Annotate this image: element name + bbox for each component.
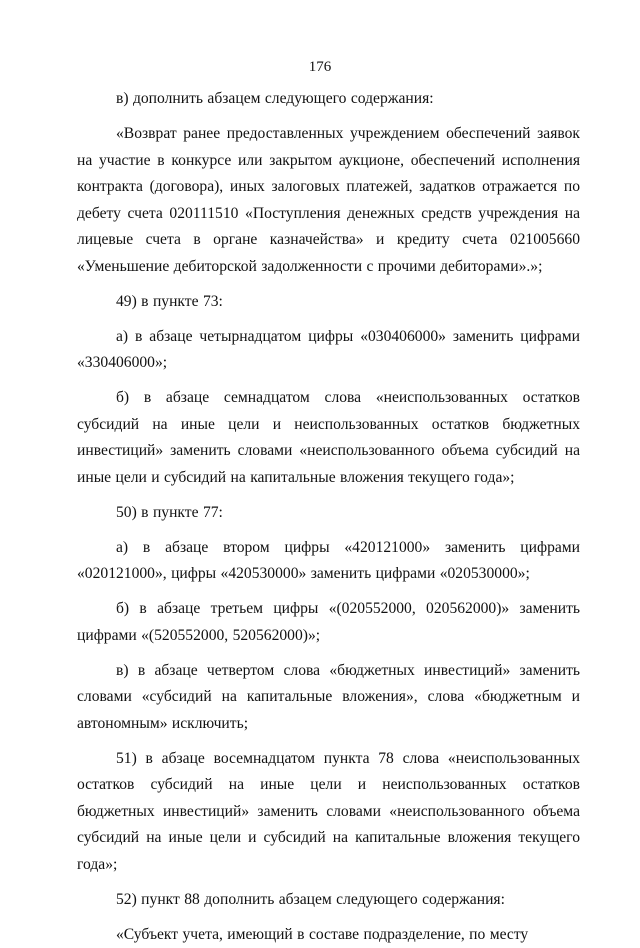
paragraph-item-50b: б) в абзаце третьем цифры «(020552000, 020562000)» заменить цифрами «(520552000, 520562000)»; <box>77 596 580 649</box>
document-body <box>77 86 580 948</box>
paragraph-subject-start: «Субъект учета, имеющий в составе подразделение, по месту <box>77 922 580 948</box>
paragraph-item-v-intro: в) дополнить абзацем следующего содержания: <box>77 86 580 113</box>
paragraph-item-49: 49) в пункте 73: <box>77 289 580 316</box>
paragraph-item-50: 50) в пункте 77: <box>77 500 580 527</box>
paragraph-item-49a: а) в абзаце четырнадцатом цифры «030406000» заменить цифрами «330406000»; <box>77 324 580 377</box>
paragraph-item-50v: в) в абзаце четвертом слова «бюджетных инвестиций» заменить словами «субсидий на капитальные вложения», слова «бюджетным и автономным» исключить; <box>77 658 580 738</box>
paragraph-item-52: 52) пункт 88 дополнить абзацем следующего содержания: <box>77 887 580 914</box>
paragraph-item-49b: б) в абзаце семнадцатом слова «неиспользованных остатков субсидий на иные цели и неиспользованных остатков бюджетных инвестиций» заменить словами «неиспользованного объема субсидий на иные цели и субсидий на капитальные вложения текущего года»; <box>77 385 580 491</box>
paragraph-item-50a: а) в абзаце втором цифры «420121000» заменить цифрами «020121000», цифры «420530000» заменить цифрами «020530000»; <box>77 535 580 588</box>
page-number: 176 <box>0 57 640 77</box>
paragraph-refund-provision: «Возврат ранее предоставленных учреждением обеспечений заявок на участие в конкурсе или закрытом аукционе, обеспечений исполнения контракта (договора), иных залоговых платежей, задатков отражается по дебету счета 020111510 «Поступления денежных средств учреждения на лицевые счета в органе казначейства» и кредиту счета 021005660 «Уменьшение дебиторской задолженности с прочими дебиторами».»; <box>77 121 580 280</box>
paragraph-item-51: 51) в абзаце восемнадцатом пункта 78 слова «неиспользованных остатков субсидий на иные цели и неиспользованных остатков бюджетных инвестиций» заменить словами «неиспользованного объема субсидий на иные цели и субсидий на капитальные вложения текущего года»; <box>77 746 580 879</box>
